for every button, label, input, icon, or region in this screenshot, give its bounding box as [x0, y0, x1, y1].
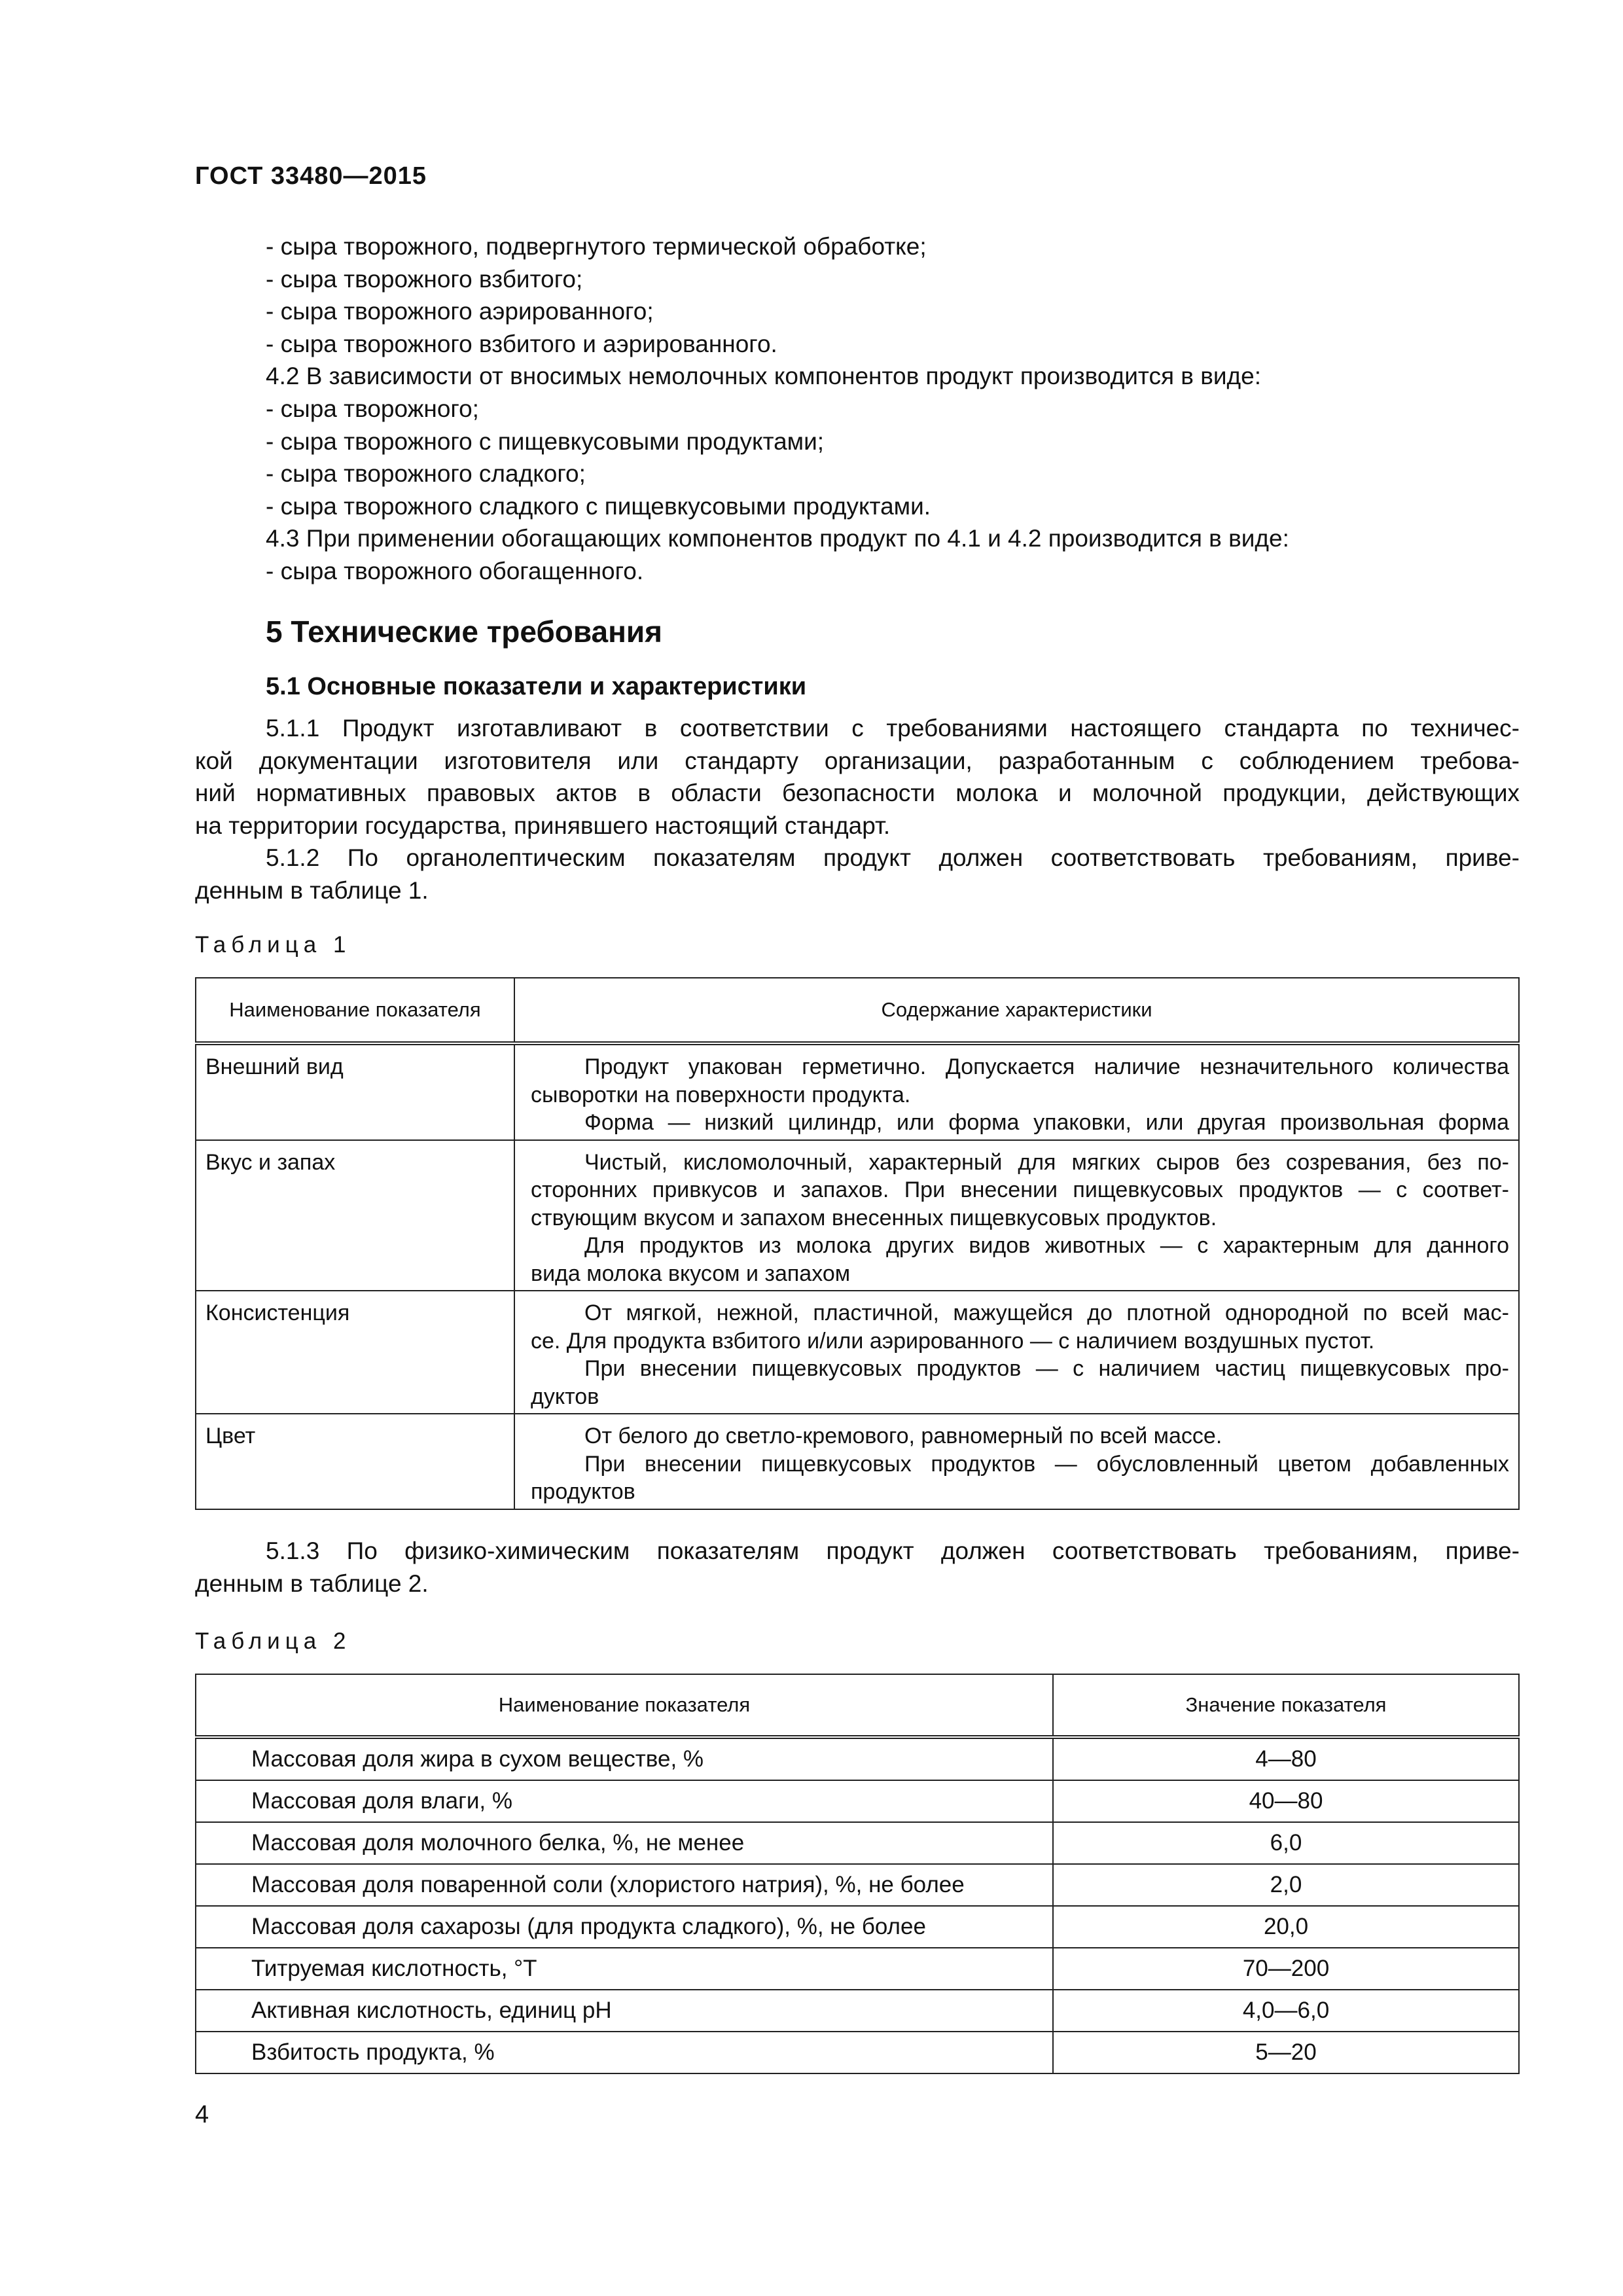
table-row: [196, 1414, 1519, 1509]
subsection-title: 5.1 Основные показатели и характеристики: [266, 673, 807, 700]
table-row: [196, 1948, 1519, 1990]
description-line: вида молока вкусом и запахом: [531, 1261, 851, 1286]
indicator-name: Титруемая кислотность, °T: [196, 1948, 1053, 1990]
paragraph-line: 5.1.2 По органолептическим показателям продукт должен соответствовать требованиям, приве-: [266, 844, 1520, 871]
list-line: - сыра творожного;: [266, 395, 479, 422]
table1-header-name: Наименование показателя: [196, 978, 514, 1043]
list-line: - сыра творожного сладкого;: [266, 460, 586, 488]
description-line: Форма — низкий цилиндр, или форма упаковки, или другая произвольная форма: [584, 1110, 1509, 1135]
description-line: се. Для продукта взбитого и/или аэрированного — с наличием воздушных пустот.: [531, 1328, 1375, 1354]
indicator-value: 4—80: [1053, 1737, 1519, 1780]
indicator-name: Консистенция: [196, 1291, 514, 1414]
paragraph-line: 5.1.1 Продукт изготавливают в соответствии с требованиями настоящего стандарта по техничес-: [266, 715, 1520, 742]
table-row: [196, 1864, 1519, 1906]
table1-caption: Таблица 1: [195, 932, 351, 958]
indicator-name: Массовая доля жира в сухом веществе, %: [196, 1737, 1053, 1780]
description-line: Продукт упакован герметично. Допускается наличие незначительного количества: [584, 1054, 1509, 1079]
paragraph-line: денным в таблице 1.: [195, 876, 429, 904]
indicator-value: 20,0: [1053, 1906, 1519, 1948]
indicator-value: 70—200: [1053, 1948, 1519, 1990]
table-row: [196, 1291, 1519, 1414]
paragraph-5-1-1: [195, 712, 1520, 842]
indicator-description: [514, 1414, 1519, 1509]
section-title: 5 Технические требования: [266, 615, 662, 649]
paragraph-5-1-3: [195, 1535, 1520, 1600]
classification-list: [195, 230, 1520, 588]
indicator-value: 4,0—6,0: [1053, 1990, 1519, 2032]
paragraph-5-1-2: [195, 842, 1520, 906]
indicator-value: 6,0: [1053, 1822, 1519, 1864]
indicator-name: Вкус и запах: [196, 1140, 514, 1291]
indicator-description: [514, 1043, 1519, 1140]
list-line: - сыра творожного с пищевкусовыми продуктами;: [266, 427, 825, 455]
description-line: ствующим вкусом и запахом внесенных пищевкусовых продуктов.: [531, 1205, 1217, 1230]
description-line: сыворотки на поверхности продукта.: [531, 1082, 911, 1107]
list-line: - сыра творожного взбитого;: [266, 265, 583, 293]
list-line: 4.3 При применении обогащающих компонентов продукт по 4.1 и 4.2 производится в виде:: [266, 525, 1289, 552]
paragraph-line: 5.1.3 По физико-химическим показателям продукт должен соответствовать требованиям, приве-: [266, 1537, 1520, 1564]
list-line: - сыра творожного аэрированного;: [266, 298, 654, 325]
indicator-value: 5—20: [1053, 2032, 1519, 2073]
indicator-name: Массовая доля молочного белка, %, не менее: [196, 1822, 1053, 1864]
description-line: продуктов: [531, 1479, 635, 1504]
table-physicochemical: [195, 1674, 1520, 2074]
indicator-name: Массовая доля сахарозы (для продукта сладкого), %, не более: [196, 1906, 1053, 1948]
table2-caption: Таблица 2: [195, 1628, 351, 1654]
list-line: - сыра творожного обогащенного.: [266, 557, 644, 584]
paragraph-line: ний нормативных правовых актов в области безопасности молока и молочной продукции, действующих: [195, 780, 1520, 807]
table2-header-value: Значение показателя: [1053, 1674, 1519, 1737]
indicator-name: Внешний вид: [196, 1043, 514, 1140]
description-line: От белого до светло-кремового, равномерный по всей массе.: [584, 1424, 1222, 1448]
indicator-description: [514, 1140, 1519, 1291]
table-row: [196, 2032, 1519, 2073]
table-row: [196, 1140, 1519, 1291]
indicator-value: 40—80: [1053, 1780, 1519, 1822]
description-line: При внесении пищевкусовых продуктов — обусловленный цветом добавленных: [584, 1451, 1509, 1477]
indicator-description: [514, 1291, 1519, 1414]
indicator-name: Массовая доля поваренной соли (хлористого натрия), %, не более: [196, 1864, 1053, 1906]
description-line: Для продуктов из молока других видов животных — с характерным для данного: [584, 1233, 1509, 1258]
indicator-name: Массовая доля влаги, %: [196, 1780, 1053, 1822]
indicator-value: 2,0: [1053, 1864, 1519, 1906]
document-code: ГОСТ 33480—2015: [195, 162, 427, 190]
table-organoleptic: [195, 977, 1520, 1510]
table-row: [196, 1043, 1519, 1140]
description-line: Чистый, кисломолочный, характерный для мягких сыров без созревания, без по-: [584, 1149, 1509, 1175]
table-row: [196, 1780, 1519, 1822]
list-line: - сыра творожного взбитого и аэрированного.: [266, 330, 777, 357]
table1-header-content: Содержание характеристики: [514, 978, 1519, 1043]
description-line: При внесении пищевкусовых продуктов — с наличием частиц пищевкусовых про-: [584, 1356, 1509, 1381]
description-line: сторонних привкусов и запахов. При внесении пищевкусовых продуктов — с соответ-: [531, 1177, 1509, 1202]
description-line: От мягкой, нежной, пластичной, мажущейся до плотной однородной по всей мас-: [584, 1300, 1509, 1325]
paragraph-line: на территории государства, принявшего настоящий стандарт.: [195, 812, 891, 839]
list-line: - сыра творожного, подвергнутого термической обработке;: [266, 233, 927, 260]
table-row: [196, 1990, 1519, 2032]
description-line: дуктов: [531, 1384, 599, 1409]
page-number: 4: [195, 2101, 209, 2128]
indicator-name: Взбитость продукта, %: [196, 2032, 1053, 2073]
indicator-name: Активная кислотность, единиц pH: [196, 1990, 1053, 2032]
list-line: 4.2 В зависимости от вносимых немолочных компонентов продукт производится в виде:: [266, 363, 1261, 390]
table2-header-name: Наименование показателя: [196, 1674, 1053, 1737]
list-line: - сыра творожного сладкого с пищевкусовыми продуктами.: [266, 492, 931, 520]
table-row: [196, 1822, 1519, 1864]
table-row: [196, 1737, 1519, 1780]
table-row: [196, 1906, 1519, 1948]
paragraph-line: денным в таблице 2.: [195, 1570, 429, 1597]
indicator-name: Цвет: [196, 1414, 514, 1509]
paragraph-line: кой документации изготовителя или стандарту организации, разработанным с соблюдением требова-: [195, 747, 1520, 774]
